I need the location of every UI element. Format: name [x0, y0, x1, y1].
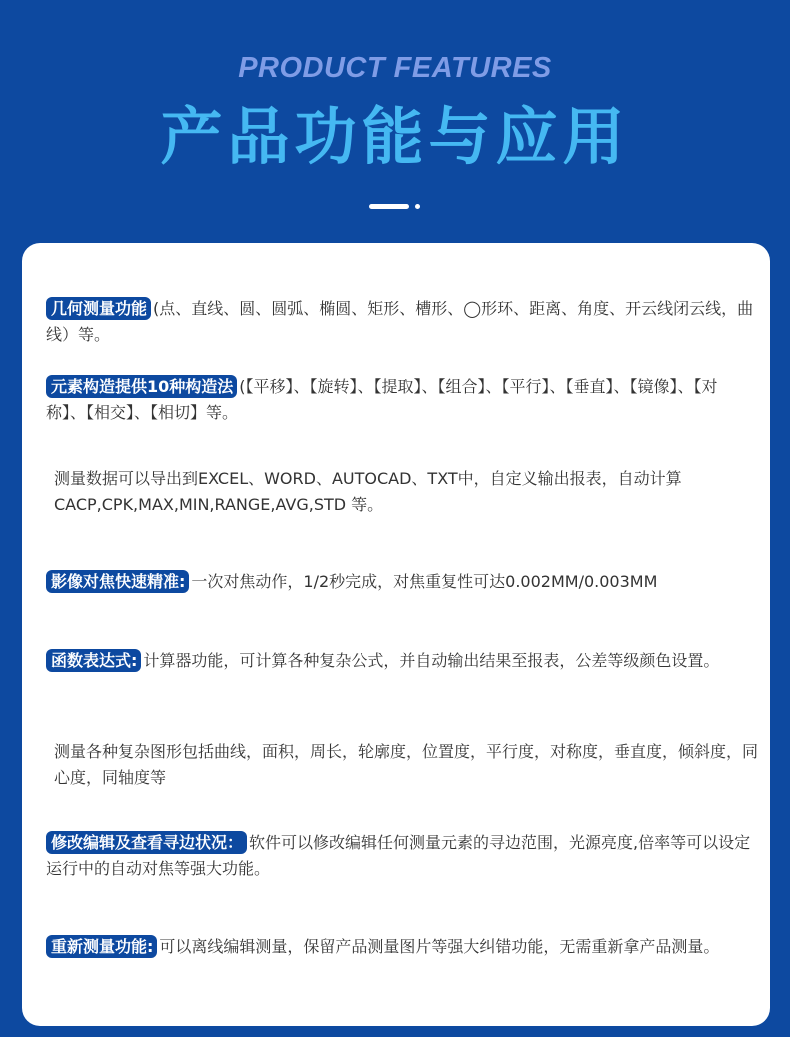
feature-function-expression — [46, 648, 756, 674]
feature-tag: 修改编辑及查看寻边状况： — [46, 831, 247, 854]
feature-text: 计算器功能，可计算各种复杂公式，并自动输出结果至报表，公差等级颜色设置。 — [143, 651, 720, 670]
feature-text: 软件可以修改编辑任何测量元素的寻边范围，光源亮度,倍率等可以设定运行中的自动对焦等强大功能。 — [46, 833, 751, 878]
divider-dot — [415, 204, 420, 209]
feature-remeasure — [46, 934, 756, 960]
header-subtitle: PRODUCT FEATURES — [238, 52, 552, 84]
feature-data-export — [46, 466, 764, 518]
features-card — [22, 243, 770, 1026]
feature-tag: 元素构造提供10种构造法 — [46, 375, 237, 398]
feature-tag: 函数表达式: — [46, 649, 141, 672]
feature-text: (点、直线、圆、圆弧、椭圆、矩形、槽形、◯形环、距离、角度、开云线闭云线，曲线）等。 — [46, 299, 754, 344]
divider-bar — [369, 204, 409, 209]
feature-text: 测量各种复杂图形包括曲线，面积，周长，轮廓度，位置度，平行度，对称度，垂直度，倾斜度，同心度，同轴度等 — [54, 742, 759, 787]
feature-text: 可以离线编辑测量，保留产品测量图片等强大纠错功能，无需重新拿产品测量。 — [159, 937, 720, 956]
feature-text: 一次对焦动作，1/2秒完成，对焦重复性可达0.002MM/0.003MM — [191, 572, 658, 591]
feature-element-construction — [46, 374, 756, 426]
feature-tag: 影像对焦快速精准: — [46, 570, 189, 593]
feature-text: (【平移】、【旋转】、【提取】、【组合】、【平行】、【垂直】、【镜像】、【对称】、【相交】、【相切】等。 — [46, 377, 718, 422]
feature-text: 测量数据可以导出到EXCEL、WORD、AUTOCAD、TXT中，自定义输出报表，自动计算 CACP,CPK,MAX,MIN,RANGE,AVG,STD 等。 — [54, 469, 682, 514]
page-title: 产品功能与应用 — [160, 100, 630, 173]
feature-tag: 几何测量功能 — [46, 297, 151, 320]
feature-edge-editing — [46, 830, 756, 882]
feature-geometric-measurement — [46, 296, 756, 348]
feature-quick-focus — [46, 569, 756, 595]
feature-tag: 重新测量功能: — [46, 935, 157, 958]
feature-complex-shapes — [46, 739, 764, 791]
